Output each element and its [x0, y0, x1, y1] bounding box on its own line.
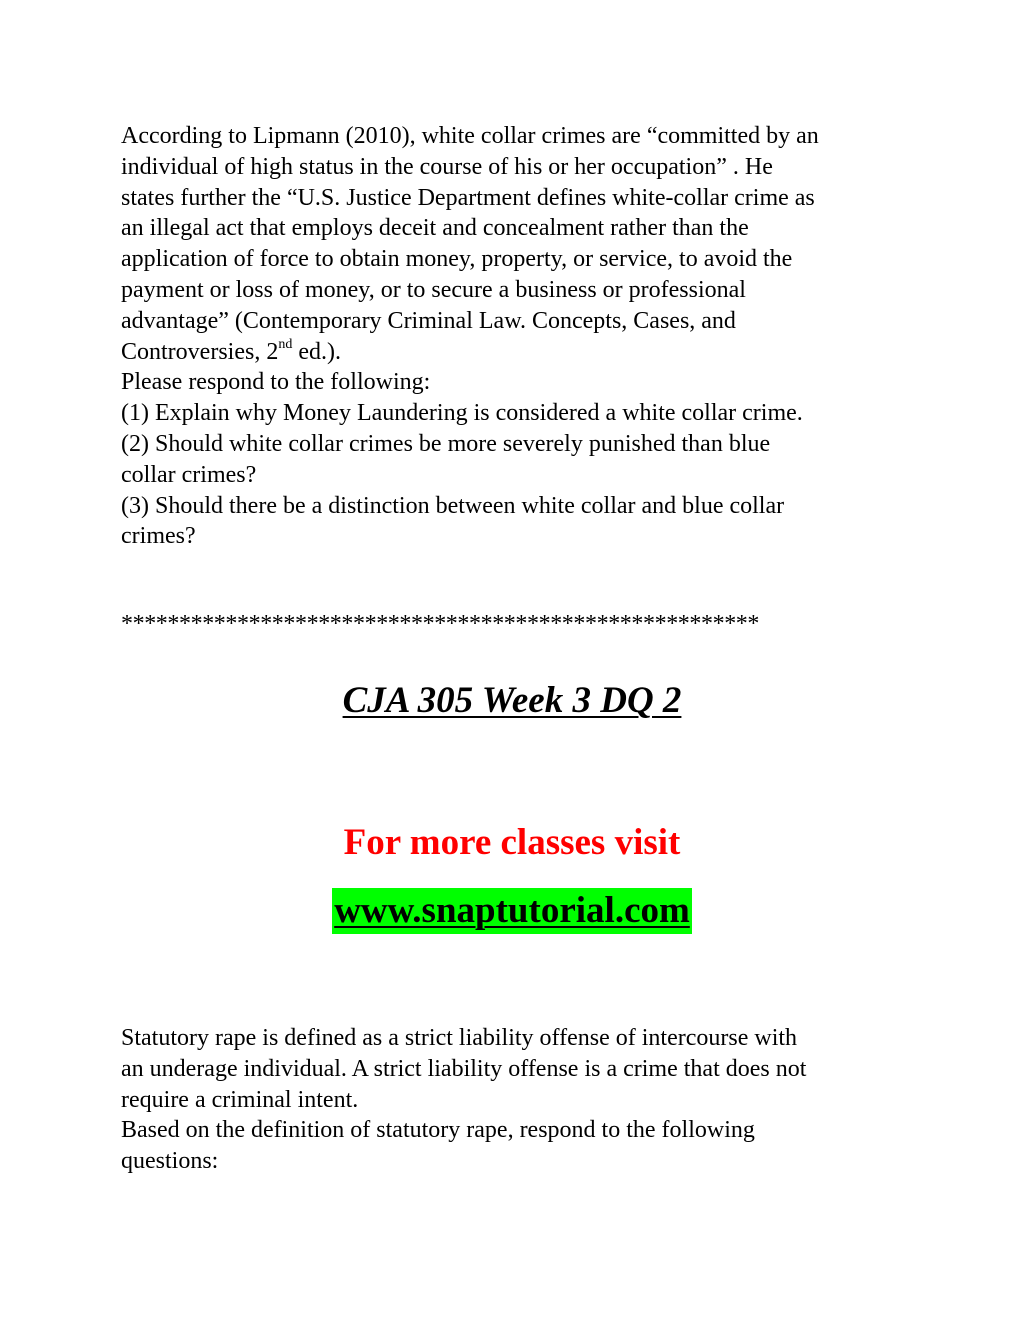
asterisk-separator: ******************************************************* [121, 611, 760, 637]
edition-prefix: Controversies, 2 [121, 338, 279, 365]
intro-line: According to Lipmann (2010), white collar crimes are “committed by an [121, 123, 819, 149]
intro-line: application of force to obtain money, property, or service, to avoid the [121, 246, 793, 273]
intro-paragraph [121, 121, 911, 552]
question-line: collar crimes? [121, 461, 257, 488]
question-line: crimes? [121, 523, 196, 550]
intro-line: states further the “U.S. Justice Department defines white-collar crime as [121, 184, 815, 211]
question-line: (1) Explain why Money Laundering is considered a white collar crime. [121, 400, 803, 427]
question-line: (3) Should there be a distinction between white collar and blue collar [121, 492, 785, 519]
edition-suffix: ed.). [292, 338, 341, 365]
course-title: CJA 305 Week 3 DQ 2 [342, 680, 682, 721]
promo-heading: For more classes visit [343, 822, 681, 863]
prompt-line: Please respond to the following: [121, 369, 431, 396]
question-line: (2) Should white collar crimes be more severely punished than blue [121, 430, 771, 457]
site-link[interactable]: www.snaptutorial.com [332, 888, 692, 934]
statutory-line: Based on the definition of statutory rape, respond to the following [121, 1117, 755, 1144]
intro-line: individual of high status in the course of his or her occupation” . He [121, 153, 773, 180]
statutory-paragraph [121, 1023, 911, 1177]
edition-superscript: nd [278, 336, 293, 352]
site-link-wrapper [0, 888, 1024, 936]
statutory-line: require a criminal intent. [121, 1086, 359, 1113]
statutory-line: an underage individual. A strict liability offense is a crime that does not [121, 1055, 807, 1082]
intro-line: advantage” (Contemporary Criminal Law. Concepts, Cases, and [121, 307, 736, 334]
intro-line: an illegal act that employs deceit and concealment rather than the [121, 215, 749, 242]
edition-line [121, 337, 911, 368]
intro-line: payment or loss of money, or to secure a business or professional [121, 276, 746, 303]
statutory-line: questions: [121, 1148, 219, 1175]
statutory-line: Statutory rape is defined as a strict liability offense of intercourse with [121, 1025, 798, 1051]
